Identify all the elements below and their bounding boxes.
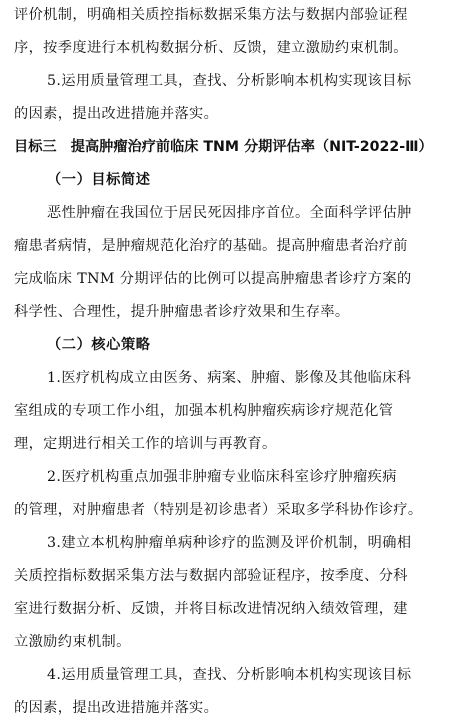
text-line: 科学性、合理性，提升肿瘤患者诊疗效果和生存率。	[14, 304, 350, 320]
section-heading: （二）核心策略	[47, 337, 151, 353]
text-line: 3.建立本机构肿瘤单病种诊疗的监测及评价机制，明确相	[47, 535, 412, 551]
text-line: 理，定期进行相关工作的培训与再教育。	[14, 436, 277, 452]
text-line: 关质控指标数据采集方法与数据内部验证程序，按季度、分科	[14, 568, 408, 584]
text-line: 瘤患者病情，是肿瘤规范化治疗的基础。提高肿瘤患者治疗前	[14, 238, 408, 254]
text-line: 5.运用质量管理工具，查找、分析影响本机构实现该目标	[47, 73, 412, 89]
text-line: 的因素，提出改进措施并落实。	[14, 700, 219, 716]
text-line: 完成临床 TNM 分期评估的比例可以提高肿瘤患者诊疗方案的	[14, 271, 412, 287]
text-line: 1.医疗机构成立由医务、病案、肿瘤、影像及其他临床科	[47, 370, 412, 386]
text-line: 的因素，提出改进措施并落实。	[14, 106, 219, 122]
text-line: 室组成的专项工作小组，加强本机构肿瘤疾病诊疗规范化管	[14, 403, 394, 419]
section-heading: （一）目标简述	[47, 172, 151, 188]
text-line: 的管理，对肿瘤患者（特别是初诊患者）采取多学科协作诊疗。	[14, 502, 423, 518]
text-line: 评价机制，明确相关质控指标数据采集方法与数据内部验证程	[14, 7, 408, 23]
text-line: 2.医疗机构重点加强非肿瘤专业临床科室诊疗肿瘤疾病	[47, 469, 397, 485]
target-heading: 目标三 提高肿瘤治疗前临床 TNM 分期评估率（NIT-2022-Ⅲ）	[14, 139, 433, 155]
text-line: 立激励约束机制。	[14, 634, 131, 650]
text-line: 4.运用质量管理工具，查找、分析影响本机构实现该目标	[47, 667, 412, 683]
text-line: 序，按季度进行本机构数据分析、反馈，建立激励约束机制。	[14, 40, 408, 56]
text-line: 恶性肿瘤在我国位于居民死因排序首位。全面科学评估肿	[47, 205, 412, 221]
text-line: 室进行数据分析、反馈，并将目标改进情况纳入绩效管理，建	[14, 601, 408, 617]
